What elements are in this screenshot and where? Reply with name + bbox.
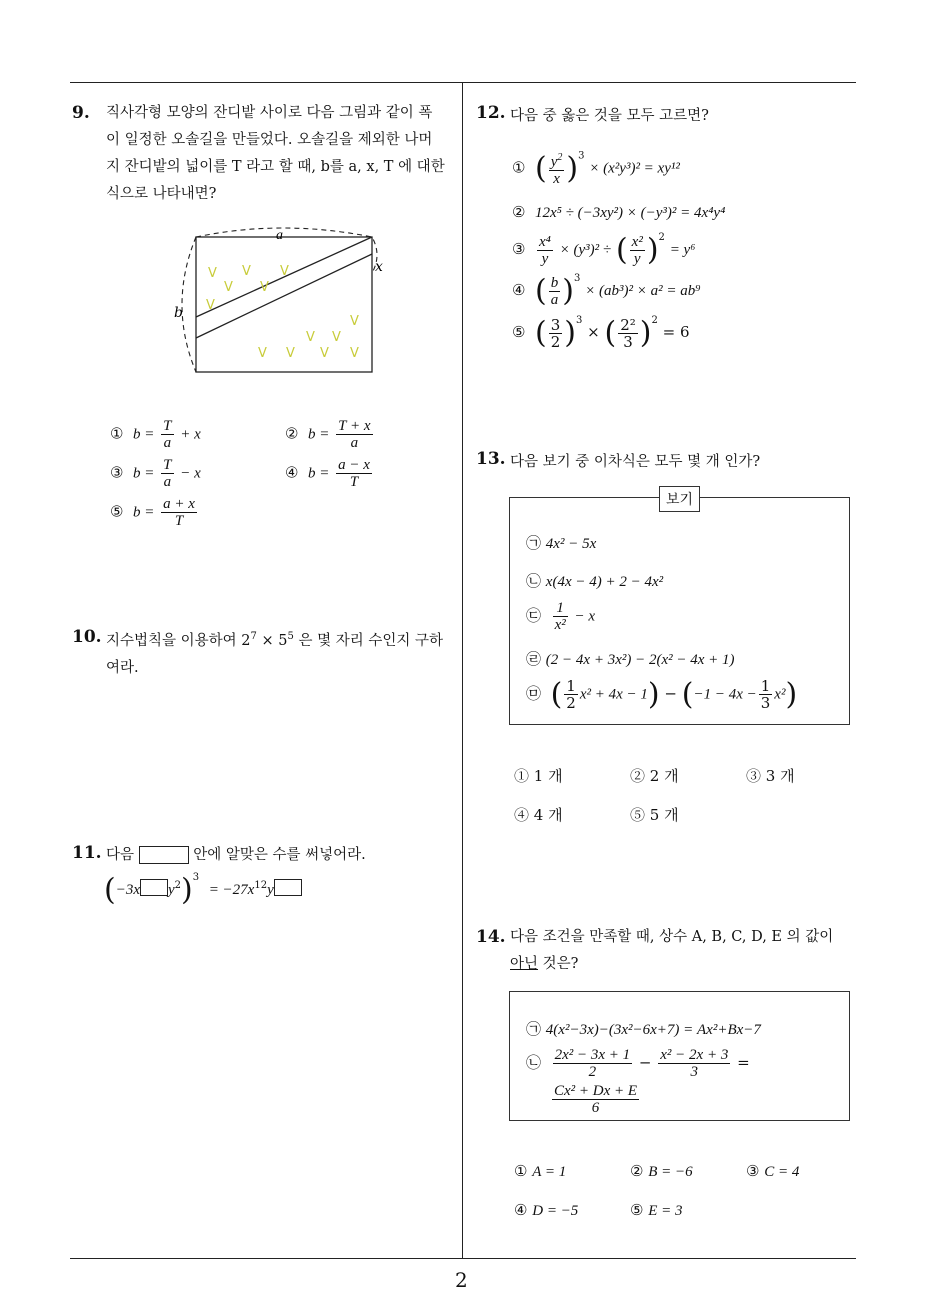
q13-choice-3[interactable]: ③ 3 개 [746,767,795,785]
svg-text:V: V [286,346,295,361]
label-x: x [375,259,383,275]
q11-number: 11. [72,843,102,863]
q9-line-2: 이 일정한 오솔길을 만들었다. 오솔길을 제외한 나머 [106,132,433,148]
svg-text:V: V [280,264,289,279]
q14-choice-1[interactable]: ① A = 1 [514,1162,567,1180]
top-rule [70,82,856,83]
q14-choice-2[interactable]: ② B = −6 [630,1162,693,1180]
q13-item-3: ㉢ $\frac{1}{\text{x²}}$ − x [526,600,596,633]
q13-choice-2[interactable]: ② 2 개 [630,767,679,785]
label-a: a [276,228,283,243]
q11-text: 다음 안에 알맞은 수를 써넣어라. [106,847,366,863]
q14-choice-3[interactable]: ③ C = 4 [746,1162,800,1180]
svg-text:V: V [350,346,359,361]
q9-choice-2[interactable]: ② b = $\frac{T + x}{a}$ [285,418,371,451]
q9-line-1: 직사각형 모양의 잔디밭 사이로 다음 그림과 같이 폭 [106,105,433,121]
q14-condition-2: ㉡ $\frac{\text{2x² − 3x + 1}}{2}$ − $\frac{\text{x² − 2x + 3}}{3}$ = [526,1047,750,1080]
svg-text:V: V [350,314,359,329]
q13-choice-4[interactable]: ④ 4 개 [514,806,563,824]
svg-text:V: V [224,280,233,295]
q9-figure [170,225,390,380]
q11-blank-1[interactable] [140,879,168,896]
q12-choice-3[interactable]: ③ $\frac{\text{x⁴}}{y}$ × (y³)² ÷ ( $\frac{\text{x²}}{y}$ )$^2$ = y⁶ [512,232,696,268]
q14-text: 다음 조건을 만족할 때, 상수 A, B, C, D, E 의 값이 아닌 것은? [510,929,834,972]
q13-choice-5[interactable]: ⑤ 5 개 [630,806,679,824]
svg-text:V: V [258,346,267,361]
q10-text: 지수법칙을 이용하여 $2^7 \times 5^5$ 은 몇 자리 수인지 구하 여라. [106,631,443,676]
svg-text:V: V [306,330,315,345]
column-divider [462,82,463,1258]
q14-choice-4[interactable]: ④ D = −5 [514,1201,579,1219]
svg-text:V: V [332,330,341,345]
q12-number: 12. [476,103,506,123]
q9-number: 9. [72,103,90,123]
q9-choice-5[interactable]: ⑤ b = $\frac{a + x}{T}$ [110,496,195,529]
q11-answer-box[interactable] [139,846,189,864]
q9-choice-1[interactable]: ① b = $\frac{T}{a}$ + x [110,418,201,451]
q13-text: 다음 보기 중 이차식은 모두 몇 개 인가? [510,454,761,470]
q13-choice-1[interactable]: ① 1 개 [514,767,563,785]
q13-item-4: ㉣ (2 − 4x + 3x²) − 2(x² − 4x + 1) [526,650,735,668]
q13-bogi-label: 보기 [659,486,700,512]
q11-expression: (−3x $y^2)^3 = -27x^{12}y$ [104,872,302,908]
q12-choice-1[interactable]: ① ( $\frac{y^2}{x}$ )$^3$ × (x²y³)² = xy¹² [512,150,680,187]
q14-condition-2-rhs: $\frac{\text{Cx² + Dx + E}}{6}$ [554,1083,638,1116]
q12-choice-2[interactable]: ② 12x⁵ ÷ (−3xy²) × (−y³)² = 4x⁴y⁴ [512,203,726,221]
bottom-rule [70,1258,856,1259]
svg-text:V: V [260,280,269,295]
page-number: 2 [455,1268,468,1292]
q9-choice-3[interactable]: ③ b = $\frac{T}{a}$ − x [110,457,201,490]
q13-item-1: ㉠ 4x² − 5x [526,534,597,552]
q9-text [106,100,456,208]
q14-condition-1: ㉠ 4(x²−3x)−(3x²−6x+7) = Ax²+Bx−7 [526,1020,761,1038]
svg-text:V: V [242,264,251,279]
q9-line-3: 지 잔디밭의 넓이를 T 라고 할 때, b를 a, x, T 에 대한 [106,159,445,175]
q12-choice-5[interactable]: ⑤ ( $\frac{3}{2}$ )$^3$ × ( $\frac{\text{2²}}{3}$ )$^2$ = 6 [512,315,690,351]
q9-line-4: 식으로 나타내면? [106,186,217,202]
label-b: b [174,305,183,321]
q11-blank-2[interactable] [274,879,302,896]
q12-text: 다음 중 옳은 것을 모두 고르면? [510,108,709,124]
q13-item-2: ㉡ x(4x − 4) + 2 − 4x² [526,572,664,590]
q13-number: 13. [476,449,506,469]
svg-text:V: V [208,266,217,281]
q9-choice-4[interactable]: ④ b = $\frac{a - x}{T}$ [285,457,370,490]
dim-b-arc [182,237,196,372]
q10-number: 10. [72,627,102,647]
q13-item-5: ㉤ ( $\frac{1}{2}$ x² + 4x − 1) − (−1 − 4x − $\frac{1}{3}$ x²) [526,677,798,712]
q14-choice-5[interactable]: ⑤ E = 3 [630,1201,683,1219]
q12-choice-4[interactable]: ④ ( $\frac{b}{a}$ )$^3$ × (ab³)² × a² = ab⁹ [512,273,701,309]
svg-text:V: V [206,298,215,313]
grass-marks [206,264,359,361]
svg-text:V: V [320,346,329,361]
q14-number: 14. [476,927,506,947]
